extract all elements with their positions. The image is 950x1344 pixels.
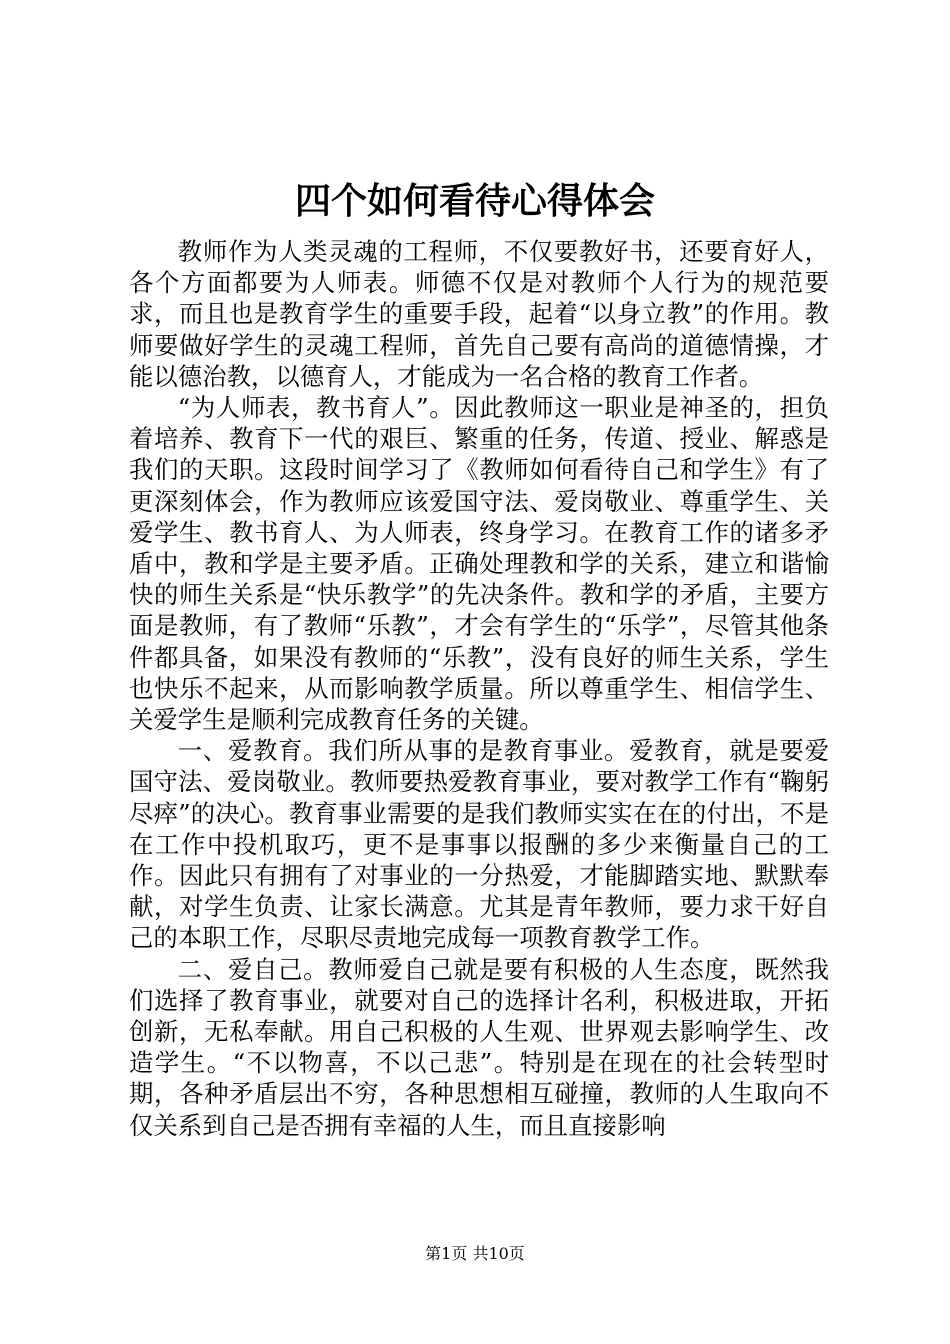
paragraph-2: “为人师表，教书育人”。因此教师这一职业是神圣的，担负着培养、教育下一代的艰巨、繁重的任务，传道、授业、解惑是我们的天职。这段时间学习了《教师如何看待自己和学生》有了更深刻体会，作为教师应该爱国守法、爱岗敬业、尊重学生、关爱学生、教书育人、为人师表，终身学习。在教育工作的诸多矛盾中，教和学是主要矛盾。正确处理教和学的关系，建立和谐愉快的师生关系是“快乐教学”的先决条件。教和学的矛盾，主要方面是教师，有了教师“乐教”，才会有学生的“乐学”，尽管其他条件都具备，如果没有教师的“乐教”，没有良好的师生关系，学生也快乐不起来，从而影响教学质量。所以尊重学生、相信学生、关爱学生是顺利完成教育任务的关键。 xyxy=(129,393,829,735)
page-number-footer: 第1页 共10页 xyxy=(425,1244,525,1263)
paragraph-4: 二、爱自己。教师爱自己就是要有积极的人生态度，既然我们选择了教育事业，就要对自己的选择计名利，积极进取，开拓创新，无私奉献。用自己积极的人生观、世界观去影响学生、改造学生。“不以物喜，不以己悲”。特别是在现在的社会转型时期，各种矛盾层出不穷，各种思想相互碰撞，教师的人生取向不仅关系到自己是否拥有幸福的人生，而且直接影响 xyxy=(129,954,829,1140)
document-body xyxy=(129,236,829,1141)
paragraph-1: 教师作为人类灵魂的工程师，不仅要教好书，还要育好人，各个方面都要为人师表。师德不仅是对教师个人行为的规范要求，而且也是教育学生的重要手段，起着“以身立教”的作用。教师要做好学生的灵魂工程师，首先自己要有高尚的道德情操，才能以德治教，以德育人，才能成为一名合格的教育工作者。 xyxy=(129,237,829,391)
paragraph-3: 一、爱教育。我们所从事的是教育事业。爱教育，就是要爱国守法、爱岗敬业。教师要热爱教育事业，要对教学工作有“鞠躬尽瘁”的决心。教育事业需要的是我们教师实实在在的付出，不是在工作中投机取巧，更不是事事以报酬的多少来衡量自己的工作。因此只有拥有了对事业的一分热爱，才能脚踏实地、默默奉献，对学生负责、让家长满意。尤其是青年教师，要力求干好自己的本职工作，尽职尽责地完成每一项教育教学工作。 xyxy=(129,736,829,953)
page-title: 四个如何看待心得体会 xyxy=(294,180,655,222)
